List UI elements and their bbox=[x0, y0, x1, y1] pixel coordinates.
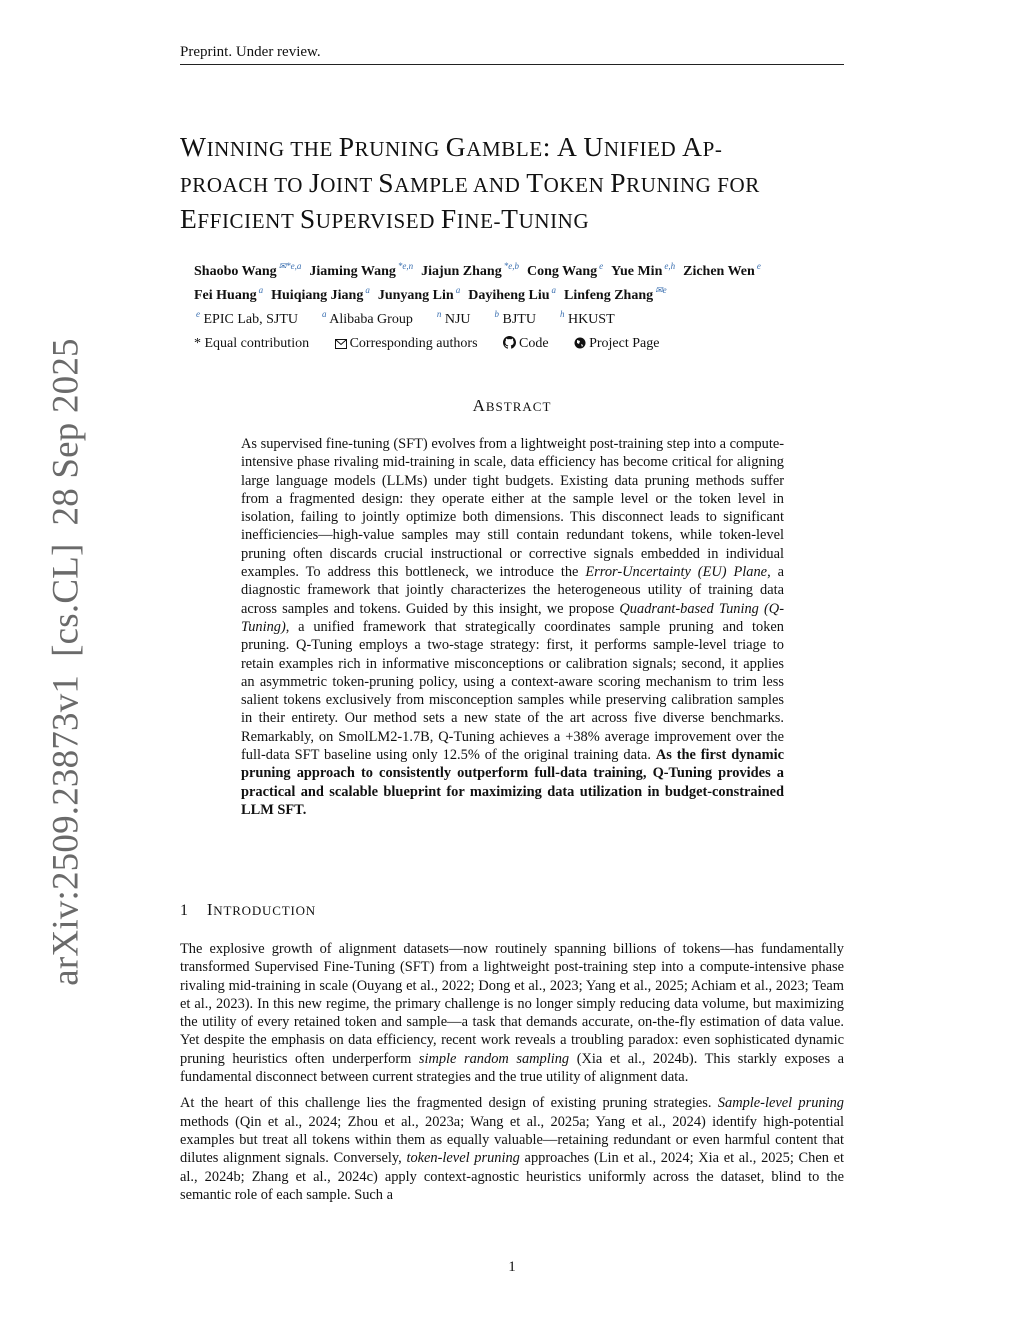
abstract-heading: ABSTRACT bbox=[472, 396, 552, 415]
section-number: 1 bbox=[180, 902, 189, 919]
author-name: Huiqiang Jiang bbox=[271, 288, 364, 303]
author-affiliation-marker: e bbox=[756, 261, 761, 271]
text-run: The explosive growth of alignment datasets—now routinely spanning billions of tokens—has fundamentally transformed Supervised Fine-Tuning (SFT) from a lightweight post-training step into a compute-intensive phase rivaling mid-training in scale (Ouyang et al., 2022; Dong et al., 2023; Yang et al., 2025; Achiam et al., 2023; Team et al., 2023). In this new regime, the primary challenge is no longer simply reducing data volume, but maximizing the utility of every retained token and sample—a task that demands accurate, on-the-fly estimation of data value. Yet despite the emphasis on data efficiency, recent work reveals a troubling paradox: even sophisticated dynamic pruning heuristics often underperform bbox=[180, 941, 844, 1067]
globe-icon bbox=[574, 336, 589, 351]
equal-contribution-note: * Equal contribution bbox=[194, 336, 310, 351]
text-run: , a unified framework that strategically coordinates sample pruning and token pruning. Q-Tuning employs a two-stage strategy: first, it performs sample-level triage to retain examples rich in informative misconceptions or calibration signals; second, it applies an asymmetric token-pruning policy, using a context-aware scoring mechanism to trim less salient tokens exclusively from misconception samples while preserving calibration samples in their entirety. Our method sets a new state of the art across five diverse benchmarks. Remarkably, on SmolLM2-1.7B, Q-Tuning achieves a +38% average improvement over the full-data SFT baseline using only 12.5% of the original training data. bbox=[241, 618, 784, 764]
author-block bbox=[194, 260, 761, 356]
affiliation-marker: b bbox=[494, 309, 499, 319]
arxiv-category: [cs.CL] bbox=[45, 543, 87, 657]
arxiv-date: 28 Sep 2025 bbox=[45, 338, 87, 526]
text-run: (Xia et al., 2024b). This starkly exposes a fundamental disconnect between current strategies and the true utility of alignment data. bbox=[180, 1050, 844, 1086]
author-affiliation-marker: e bbox=[599, 261, 604, 271]
github-icon bbox=[503, 336, 519, 351]
affiliation-name: Alibaba Group bbox=[326, 312, 413, 327]
emphasis-text: Sample-level pruning bbox=[717, 1095, 844, 1112]
emphasis-text: Quadrant-based Tuning (Q-Tuning) bbox=[241, 600, 784, 635]
author-affiliation-marker: a bbox=[365, 285, 370, 295]
affiliation-marker: h bbox=[559, 309, 565, 319]
author-name: Jiaming Wang bbox=[309, 264, 396, 279]
author-name: Junyang Lin bbox=[377, 288, 454, 303]
corresponding-authors-note: Corresponding authors bbox=[349, 336, 478, 351]
author-row-1 bbox=[194, 260, 761, 284]
author-name: Zichen Wen bbox=[683, 264, 755, 279]
text-run: , a diagnostic framework that jointly characterizes the heterogeneous utility of training data across samples and tokens. Guided by this insight, we propose bbox=[241, 564, 784, 617]
author-name: Yue Min bbox=[611, 264, 663, 279]
author-name: Jiajun Zhang bbox=[421, 264, 502, 279]
arxiv-id: arXiv:2509.23873v1 bbox=[45, 674, 87, 986]
abstract-body bbox=[241, 435, 784, 819]
code-link[interactable]: Code bbox=[519, 336, 549, 351]
author-notes-row bbox=[194, 332, 761, 356]
introduction-body bbox=[180, 940, 844, 1212]
project-page-link[interactable]: Project Page bbox=[589, 336, 660, 351]
affiliation-name: EPIC Lab, SJTU bbox=[200, 312, 298, 327]
author-name: Linfeng Zhang bbox=[564, 288, 654, 303]
affiliation-marker: e bbox=[196, 309, 200, 319]
emphasis-text: Error-Uncertainty (EU) Plane bbox=[585, 564, 768, 581]
title-line-1: WINNING THE PRUNING GAMBLE: A UNIFIED AP- bbox=[180, 131, 723, 162]
author-affiliation-marker: e,h bbox=[664, 261, 676, 271]
emphasis-text: simple random sampling bbox=[418, 1050, 570, 1067]
arxiv-sidebar-stamp bbox=[45, 338, 88, 985]
title-line-3: EFFICIENT SUPERVISED FINE-TUNING bbox=[180, 203, 590, 234]
author-affiliation-marker: a bbox=[455, 285, 461, 295]
author-row-2 bbox=[194, 284, 761, 308]
section-heading-introduction: 1 INTRODUCTION bbox=[180, 900, 316, 919]
intro-paragraph-2 bbox=[180, 1094, 844, 1204]
bold-text: As the first dynamic pruning approach to consistently outperform full-data training, Q-Tuning provides a practical and scalable blueprint for maximizing data utilization in budget-constrained LLM SFT. bbox=[241, 747, 784, 818]
affiliation-name: HKUST bbox=[564, 312, 615, 327]
author-affiliation-marker: *e,n bbox=[397, 261, 414, 271]
text-run: methods (Qin et al., 2024; Zhou et al., 2023a; Wang et al., 2025a; Yang et al., 2024) identify high-potential examples but treat all tokens within them as equally valuable—retaining redundant or even harmful content that dilutes alignment signals. Conversely, bbox=[180, 1113, 844, 1167]
text-run: As supervised fine-tuning (SFT) evolves from a lightweight post-training step into a compute-intensive phase rivaling mid-training in scale, data efficiency has become critical for aligning large language models (LLMs) under tight budgets. Existing data pruning methods suffer from a fragmented design: they operate either at the sample level or the token level in isolation, failing to jointly optimize both dimensions. This disconnect leads to significant inefficiencies—high-value samples may still contain redundant tokens, while token-level pruning often discards crucial instructional or corrective signals embedded in individual examples. To address this bottleneck, we introduce the bbox=[241, 436, 784, 581]
running-header: Preprint. Under review. bbox=[180, 44, 321, 60]
affiliation-marker: a bbox=[322, 309, 327, 319]
author-name: Shaobo Wang bbox=[194, 264, 277, 279]
affiliation-row bbox=[194, 308, 761, 332]
author-name: Fei Huang bbox=[194, 288, 257, 303]
envelope-icon bbox=[335, 336, 350, 351]
author-name: Cong Wang bbox=[526, 264, 598, 279]
affiliation-name: NJU bbox=[441, 312, 471, 327]
intro-paragraph-1 bbox=[180, 940, 844, 1086]
header-rule bbox=[180, 64, 844, 65]
text-run: approaches (Lin et al., 2024; Xia et al., 2025; Chen et al., 2024b; Zhang et al., 2024c) apply context-agnostic heuristics uniformly across the dataset, blind to the semantic role of each sample. Such a bbox=[180, 1150, 844, 1203]
text-run: At the heart of this challenge lies the fragmented design of existing pruning strategies. bbox=[180, 1095, 718, 1112]
author-affiliation-marker: *e,b bbox=[503, 261, 519, 271]
author-affiliation-marker: a bbox=[258, 285, 264, 295]
paper-title bbox=[180, 130, 860, 238]
emphasis-text: token-level pruning bbox=[406, 1150, 520, 1167]
title-line-2: PROACH TO JOINT SAMPLE AND TOKEN PRUNING FOR bbox=[180, 167, 760, 198]
page-number: 1 bbox=[508, 1259, 516, 1275]
author-affiliation-marker: ✉e bbox=[655, 285, 667, 295]
affiliation-marker: n bbox=[436, 309, 442, 319]
author-affiliation-marker: a bbox=[551, 285, 557, 295]
affiliation-name: BJTU bbox=[499, 312, 536, 327]
author-affiliation-marker: ✉*e,a bbox=[278, 261, 302, 271]
author-name: Dayiheng Liu bbox=[468, 288, 550, 303]
